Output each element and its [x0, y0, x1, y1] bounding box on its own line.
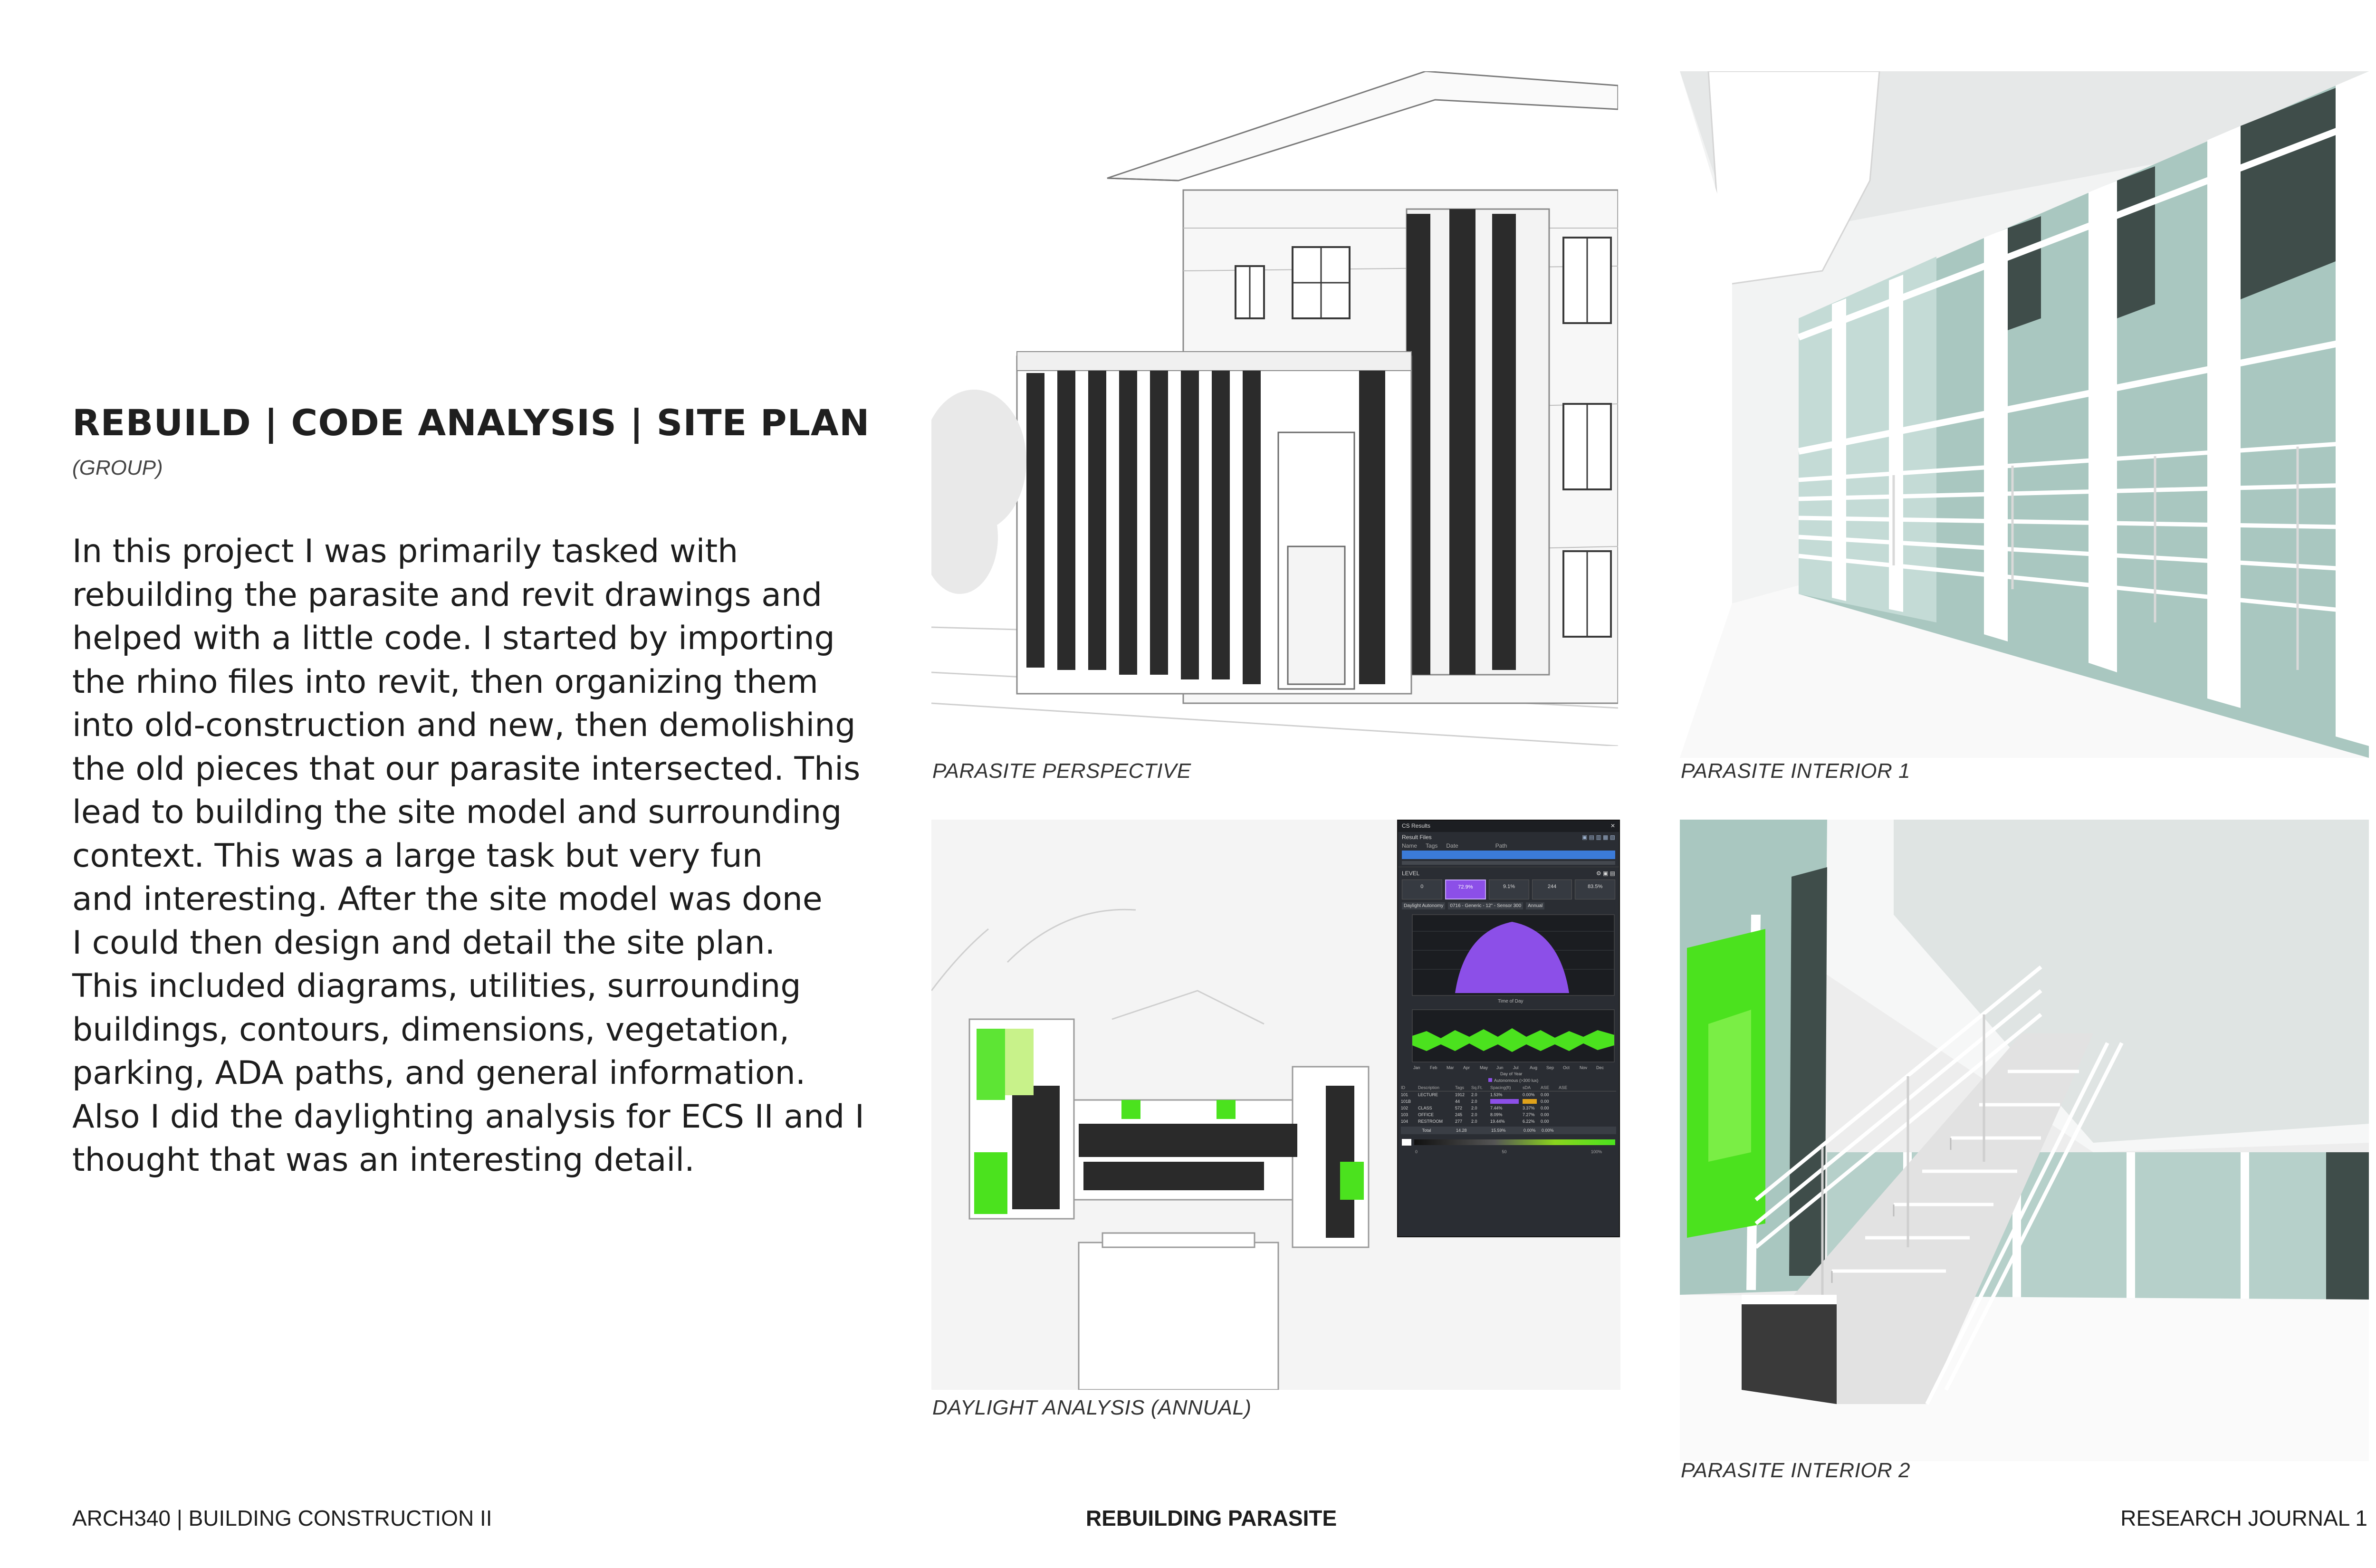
description-line: context. This was a large task but very fun [72, 837, 763, 875]
table-row[interactable]: 103 OFFICE 245 2.0 8.09% 7.27% 0.00 [1401, 1112, 1549, 1117]
daylight-charts [1398, 912, 1619, 1083]
svg-text:Sep: Sep [1546, 1065, 1554, 1070]
svg-text:Feb: Feb [1430, 1065, 1437, 1070]
interior-2-image [1680, 820, 2369, 1461]
project-description [72, 530, 890, 1182]
svg-text:Jun: Jun [1496, 1065, 1504, 1070]
level-label: LEVEL [1402, 870, 1420, 877]
svg-text:May: May [1480, 1065, 1488, 1070]
window-title: CS Results [1402, 822, 1431, 829]
table-row[interactable]: 104 RESTROOM 277 2.0 19.44% 6.22% 0.00 [1401, 1119, 1549, 1124]
description-line: thought that was an interesting detail. [72, 1141, 695, 1179]
table-row[interactable]: 101B 44 2.0 0.00 [1401, 1099, 1549, 1104]
description-line: the old pieces that our parasite intersected. This [72, 750, 861, 788]
level-icons[interactable]: ⚙ ▣ ▤ [1596, 870, 1615, 877]
daylight-analysis-image [931, 820, 1620, 1390]
sensor-dropdown[interactable]: 0716 - Generic - 12" - Sensor 300 [1448, 902, 1523, 909]
svg-text:Jul: Jul [1513, 1065, 1519, 1070]
table-total-row: Total 14.28 15.59% 0.00% 0.00% [1401, 1127, 1616, 1134]
interior-1-image [1680, 71, 2369, 758]
close-icon[interactable]: ✕ [1610, 822, 1615, 829]
column-path: Path [1495, 842, 1507, 849]
description-line: rebuilding the parasite and revit drawings and [72, 576, 823, 614]
svg-text:Nov: Nov [1580, 1065, 1588, 1070]
section-subtitle: (GROUP) [72, 456, 163, 479]
column-tags: Tags [1426, 842, 1438, 849]
column-name: Name [1402, 842, 1418, 849]
footer-course: ARCH340 | BUILDING CONSTRUCTION II [72, 1506, 492, 1530]
table-row[interactable]: 101 LECTURE 1912 2.0 1.53% 0.00% 0.00 [1401, 1092, 1549, 1097]
scale-icon[interactable] [1402, 1139, 1411, 1146]
svg-text:Apr: Apr [1463, 1065, 1470, 1070]
footer-project-title: REBUILDING PARASITE [1086, 1506, 1337, 1530]
chart-xlabel: Time of Day [1498, 999, 1523, 1004]
metric-dropdown[interactable]: Daylight Autonomy [1402, 902, 1445, 909]
stat-box: 72.9% [1445, 880, 1486, 899]
perspective-image [931, 71, 1618, 746]
stat-box: 83.5% [1575, 880, 1615, 899]
color-scale [1414, 1139, 1615, 1145]
description-line: I could then design and detail the site plan. [72, 924, 776, 962]
interior-2-caption: PARASITE INTERIOR 2 [1681, 1459, 1910, 1482]
description-line: lead to building the site model and surrounding [72, 794, 842, 831]
daylight-caption: DAYLIGHT ANALYSIS (ANNUAL) [932, 1396, 1252, 1419]
svg-text:Mar: Mar [1447, 1065, 1454, 1070]
svg-text:Aug: Aug [1530, 1065, 1538, 1070]
description-line: This included diagrams, utilities, surrounding [72, 967, 801, 1005]
description-line: and interesting. After the site model was done [72, 880, 823, 918]
selected-result-row[interactable] [1402, 851, 1615, 859]
interior-1-caption: PARASITE INTERIOR 1 [1681, 759, 1910, 783]
period-dropdown[interactable]: Annual [1526, 902, 1544, 909]
chart-xlabel-2: Day of Year [1500, 1071, 1523, 1076]
description-line: helped with a little code. I started by importing [72, 620, 835, 657]
description-line: In this project I was primarily tasked with [72, 533, 738, 570]
result-files-label: Result Files [1402, 834, 1432, 841]
description-line: buildings, contours, dimensions, vegetation, [72, 1011, 790, 1049]
footer-journal: RESEARCH JOURNAL 1 [2120, 1506, 2367, 1530]
chart-legend: Autonomous (>300 lux) [1494, 1078, 1539, 1083]
column-date: Date [1446, 842, 1458, 849]
section-title: REBUILD | CODE ANALYSIS | SITE PLAN [72, 402, 870, 444]
svg-text:Oct: Oct [1563, 1065, 1570, 1070]
table-row[interactable]: 102 CLASS 572 2.0 7.44% 3.37% 0.00 [1401, 1106, 1549, 1110]
svg-text:Jan: Jan [1413, 1065, 1420, 1070]
stat-box: 0 [1402, 880, 1442, 899]
analysis-results-window: CS Results ✕ Result Files ▣ ▤ ▥ ▦ ▧ Name Tags Date Path LEVEL ⚙ ▣ ▤ 0 72.9% 9.1% 244 83.5% Daylight Autonomy 0716 - Generic - 12" - Sensor 300 Annual Time of Day Jan Feb Mar Apr May Jun Jul Aug Sep Oct Nov Dec Day of Year Autonomous (>300 lux) ID Description Tags Sq.Ft. Spacing(ft) sDA ASE ASE 101 LECTURE 1912 2.0 1.53% 0.00% 0.00 101B 44 2.0 0.00 102 CLASS 572 2.0 7.44% 3.37% 0.00 103 OFFICE 245 2.0 8.09% 7.27% 0.00 104 RESTROOM 277 2.0 19.44% 6.22% 0.00 Total 14.28 15.59% 0.00% 0.00% 0 50 100% [1397, 820, 1620, 1237]
description-line: the rhino files into revit, then organizing them [72, 663, 818, 701]
window-title-bar[interactable] [1398, 821, 1619, 832]
toolbar-icons[interactable]: ▣ ▤ ▥ ▦ ▧ [1581, 834, 1615, 841]
description-line: into old-construction and new, then demolishing [72, 707, 856, 744]
perspective-caption: PARASITE PERSPECTIVE [932, 759, 1191, 783]
room-table: ID Description Tags Sq.Ft. Spacing(ft) sDA ASE ASE 101 LECTURE 1912 2.0 1.53% 0.00% 0.00 101B 44 2.0 0.00 102 CLASS 572 2.0 7.44% 3.37% 0.00 103 OFFICE 245 2.0 8.09% 7.27% 0.00 104 RESTROOM 277 2.0 19.44% 6.22% 0.00 Total 14.28 15.59% 0.00% 0.00% [1398, 1083, 1619, 1135]
stat-box: 9.1% [1489, 880, 1529, 899]
description-line: parking, ADA paths, and general information. [72, 1054, 806, 1092]
svg-text:Dec: Dec [1596, 1065, 1604, 1070]
description-line: Also I did the daylighting analysis for ECS II and I [72, 1098, 864, 1136]
stat-box: 244 [1532, 880, 1572, 899]
